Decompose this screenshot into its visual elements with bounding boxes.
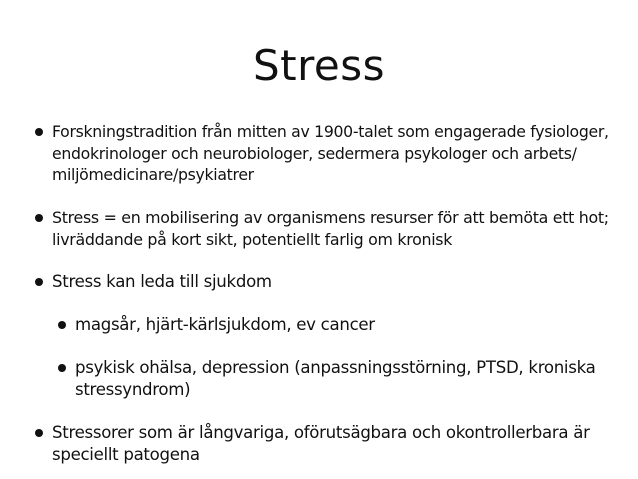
- bullet-text-line: Forskningstradition från mitten av 1900-talet som engagerade fysiologer,: [52, 122, 609, 141]
- bullet-text-line: endokrinologer och neurobiologer, sedermera psykologer och arbets/: [52, 143, 577, 163]
- bullet-stressors: [52, 422, 590, 465]
- bullet-text-line: stressyndrom): [75, 379, 191, 399]
- bullet-stress-disease: [52, 271, 272, 293]
- sub-bullet-mental-health: [75, 357, 595, 400]
- bullet-dot-icon: [35, 214, 43, 222]
- bullet-text-line: Stress = en mobilisering av organismens resurser för att bemöta ett hot;: [52, 208, 609, 227]
- bullet-text-line: miljömedicinare/psykiatrer: [52, 165, 254, 184]
- bullet-text-line: Stressorer som är långvariga, oförutsägbara och okontrollerbara är: [52, 423, 590, 442]
- bullet-research-tradition: [52, 121, 609, 186]
- bullet-text-line: psykisk ohälsa, depression (anpassningsstörning, PTSD, kroniska: [75, 358, 596, 377]
- bullet-dot-icon: [58, 321, 66, 329]
- bullet-dot-icon: [58, 364, 66, 372]
- bullet-dot-icon: [35, 429, 43, 437]
- bullet-dot-icon: [35, 128, 43, 136]
- bullet-text-line: magsår, hjärt-kärlsjukdom, ev cancer: [75, 315, 375, 334]
- sub-bullet-physical-disease: [75, 314, 375, 336]
- bullet-text-line: livräddande på kort sikt, potentiellt farlig om kronisk: [52, 229, 453, 249]
- bullet-dot-icon: [35, 278, 43, 286]
- bullet-stress-definition: [52, 207, 609, 250]
- slide-title: Stress: [252, 41, 386, 90]
- bullet-text-line: speciellt patogena: [52, 444, 200, 464]
- bullet-text-line: Stress kan leda till sjukdom: [52, 272, 272, 291]
